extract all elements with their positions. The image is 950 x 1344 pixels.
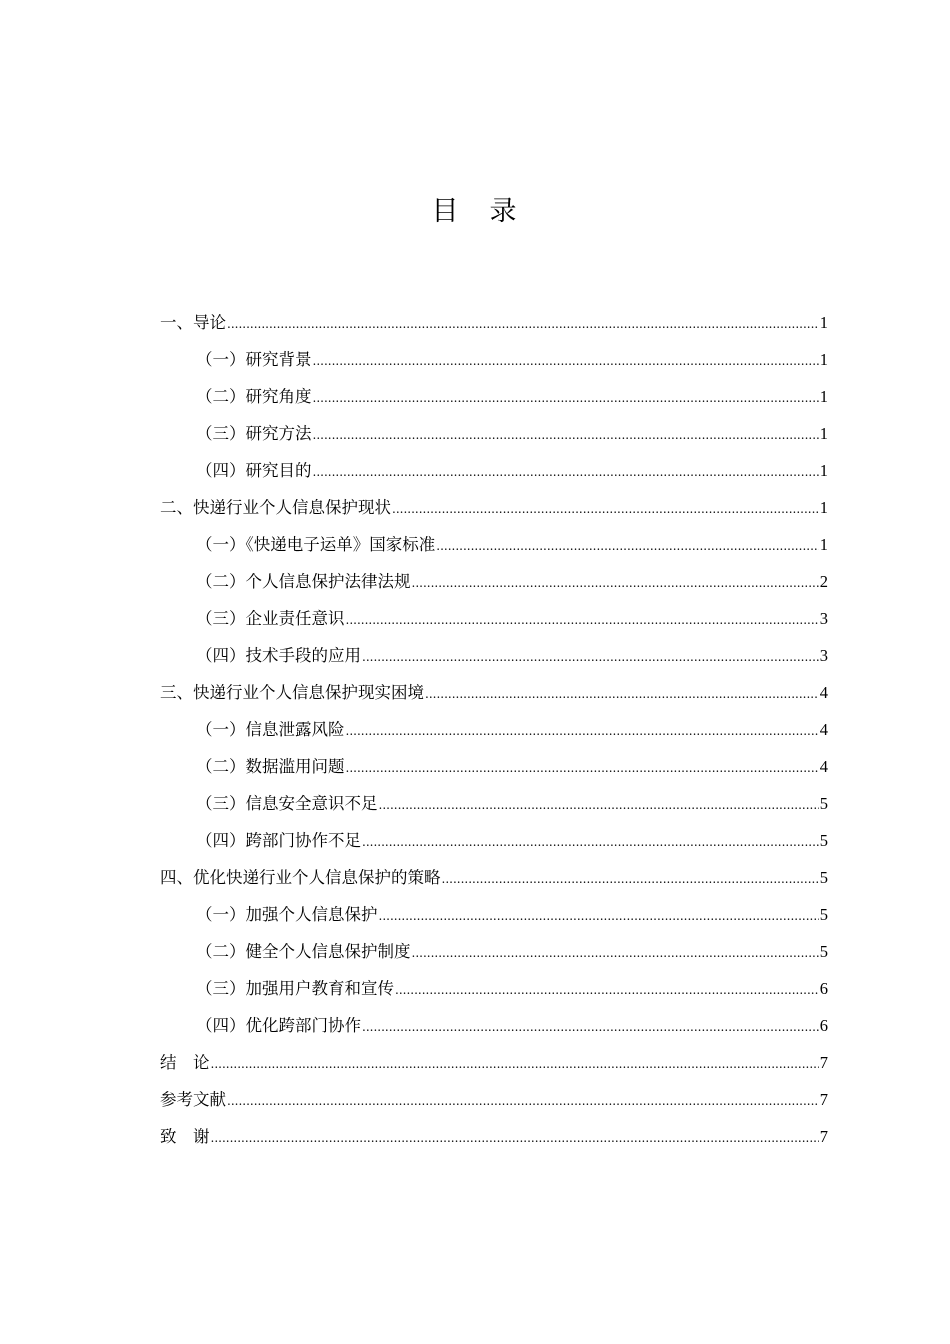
toc-section-entry[interactable] [160, 825, 828, 862]
toc-page-number: 4 [819, 757, 828, 776]
toc-entry-title: （三）信息安全意识不足 [196, 794, 378, 813]
toc-section-entry[interactable] [160, 714, 828, 751]
toc-dot-leader [227, 1085, 819, 1117]
toc-entry-title: 一、导论 [160, 313, 226, 332]
toc-section-entry[interactable] [160, 936, 828, 973]
toc-entry-title: （四）优化跨部门协作 [196, 1016, 361, 1035]
toc-entry-title: （四）跨部门协作不足 [196, 831, 361, 850]
toc-dot-leader [362, 826, 819, 858]
toc-entry-title: （三）加强用户教育和宣传 [196, 979, 394, 998]
toc-section-entry[interactable] [160, 529, 828, 566]
toc-page-number: 3 [819, 646, 828, 665]
toc-entry-title: （四）技术手段的应用 [196, 646, 361, 665]
toc-dot-leader [362, 1011, 819, 1043]
toc-entry-title: （四）研究目的 [196, 461, 312, 480]
toc-page-number: 5 [819, 905, 828, 924]
toc-page-number: 1 [819, 313, 828, 332]
toc-section-entry[interactable] [160, 640, 828, 677]
toc-page-number: 5 [819, 794, 828, 813]
toc-section-entry[interactable] [160, 603, 828, 640]
toc-entry-title: （三）企业责任意识 [196, 609, 345, 628]
toc-dot-leader [436, 530, 819, 562]
toc-entry-title: 三、快递行业个人信息保护现实困境 [160, 683, 424, 702]
toc-dot-leader [412, 937, 819, 969]
toc-chapter-entry[interactable] [160, 1121, 828, 1158]
toc-dot-leader [425, 678, 819, 710]
toc-entry-title: （三）研究方法 [196, 424, 312, 443]
toc-dot-leader [346, 604, 819, 636]
toc-dot-leader [395, 974, 819, 1006]
toc-page-number: 3 [819, 609, 828, 628]
toc-dot-leader [346, 715, 819, 747]
toc-dot-leader [211, 1122, 819, 1154]
toc-page-number: 1 [819, 461, 828, 480]
toc-page-number: 5 [819, 942, 828, 961]
toc-section-entry[interactable] [160, 973, 828, 1010]
toc-section-entry[interactable] [160, 899, 828, 936]
toc-section-entry[interactable] [160, 788, 828, 825]
toc-dot-leader [227, 308, 819, 340]
toc-page-number: 7 [819, 1090, 828, 1109]
toc-dot-leader [362, 641, 819, 673]
toc-entry-title: 参考文献 [160, 1090, 226, 1109]
toc-dot-leader [379, 789, 819, 821]
toc-dot-leader [313, 456, 819, 488]
toc-dot-leader [379, 900, 819, 932]
toc-chapter-entry[interactable] [160, 307, 828, 344]
toc-entry-title: 二、快递行业个人信息保护现状 [160, 498, 391, 517]
toc-section-entry[interactable] [160, 418, 828, 455]
toc-entry-title: （一）研究背景 [196, 350, 312, 369]
toc-page-number: 2 [819, 572, 828, 591]
toc-chapter-entry[interactable] [160, 1084, 828, 1121]
toc-section-entry[interactable] [160, 566, 828, 603]
toc-page-number: 4 [819, 720, 828, 739]
toc-entry-title: 四、优化快递行业个人信息保护的策略 [160, 868, 441, 887]
toc-chapter-entry[interactable] [160, 1047, 828, 1084]
toc-entry-title: （一）加强个人信息保护 [196, 905, 378, 924]
toc-page-number: 7 [819, 1053, 828, 1072]
toc-dot-leader [392, 493, 819, 525]
toc-page-number: 1 [819, 350, 828, 369]
toc-page-number: 1 [819, 424, 828, 443]
toc-page-number: 5 [819, 831, 828, 850]
page-title: 目 录 [431, 196, 519, 227]
toc-page-number: 1 [819, 535, 828, 554]
toc-entry-title: 结 论 [160, 1053, 210, 1072]
toc-dot-leader [313, 419, 819, 451]
toc-dot-leader [442, 863, 819, 895]
toc-entry-title: （一）《快递电子运单》国家标准 [196, 535, 436, 554]
toc-entry-title: （一）信息泄露风险 [196, 720, 345, 739]
toc-dot-leader [313, 382, 819, 414]
toc-page-number: 4 [819, 683, 828, 702]
table-of-contents [160, 307, 828, 1158]
toc-entry-title: （二）个人信息保护法律法规 [196, 572, 411, 591]
toc-section-entry[interactable] [160, 344, 828, 381]
toc-page-number: 1 [819, 498, 828, 517]
toc-page-number: 7 [819, 1127, 828, 1146]
toc-entry-title: （二）研究角度 [196, 387, 312, 406]
toc-dot-leader [211, 1048, 819, 1080]
toc-section-entry[interactable] [160, 1010, 828, 1047]
toc-section-entry[interactable] [160, 751, 828, 788]
toc-chapter-entry[interactable] [160, 862, 828, 899]
toc-dot-leader [412, 567, 819, 599]
toc-section-entry[interactable] [160, 381, 828, 418]
toc-entry-title: 致 谢 [160, 1127, 210, 1146]
toc-dot-leader [346, 752, 819, 784]
toc-section-entry[interactable] [160, 455, 828, 492]
toc-page-number: 5 [819, 868, 828, 887]
toc-entry-title: （二）数据滥用问题 [196, 757, 345, 776]
toc-chapter-entry[interactable] [160, 677, 828, 714]
toc-page-number: 6 [819, 1016, 828, 1035]
toc-chapter-entry[interactable] [160, 492, 828, 529]
toc-page-number: 1 [819, 387, 828, 406]
toc-dot-leader [313, 345, 819, 377]
toc-page-number: 6 [819, 979, 828, 998]
toc-entry-title: （二）健全个人信息保护制度 [196, 942, 411, 961]
